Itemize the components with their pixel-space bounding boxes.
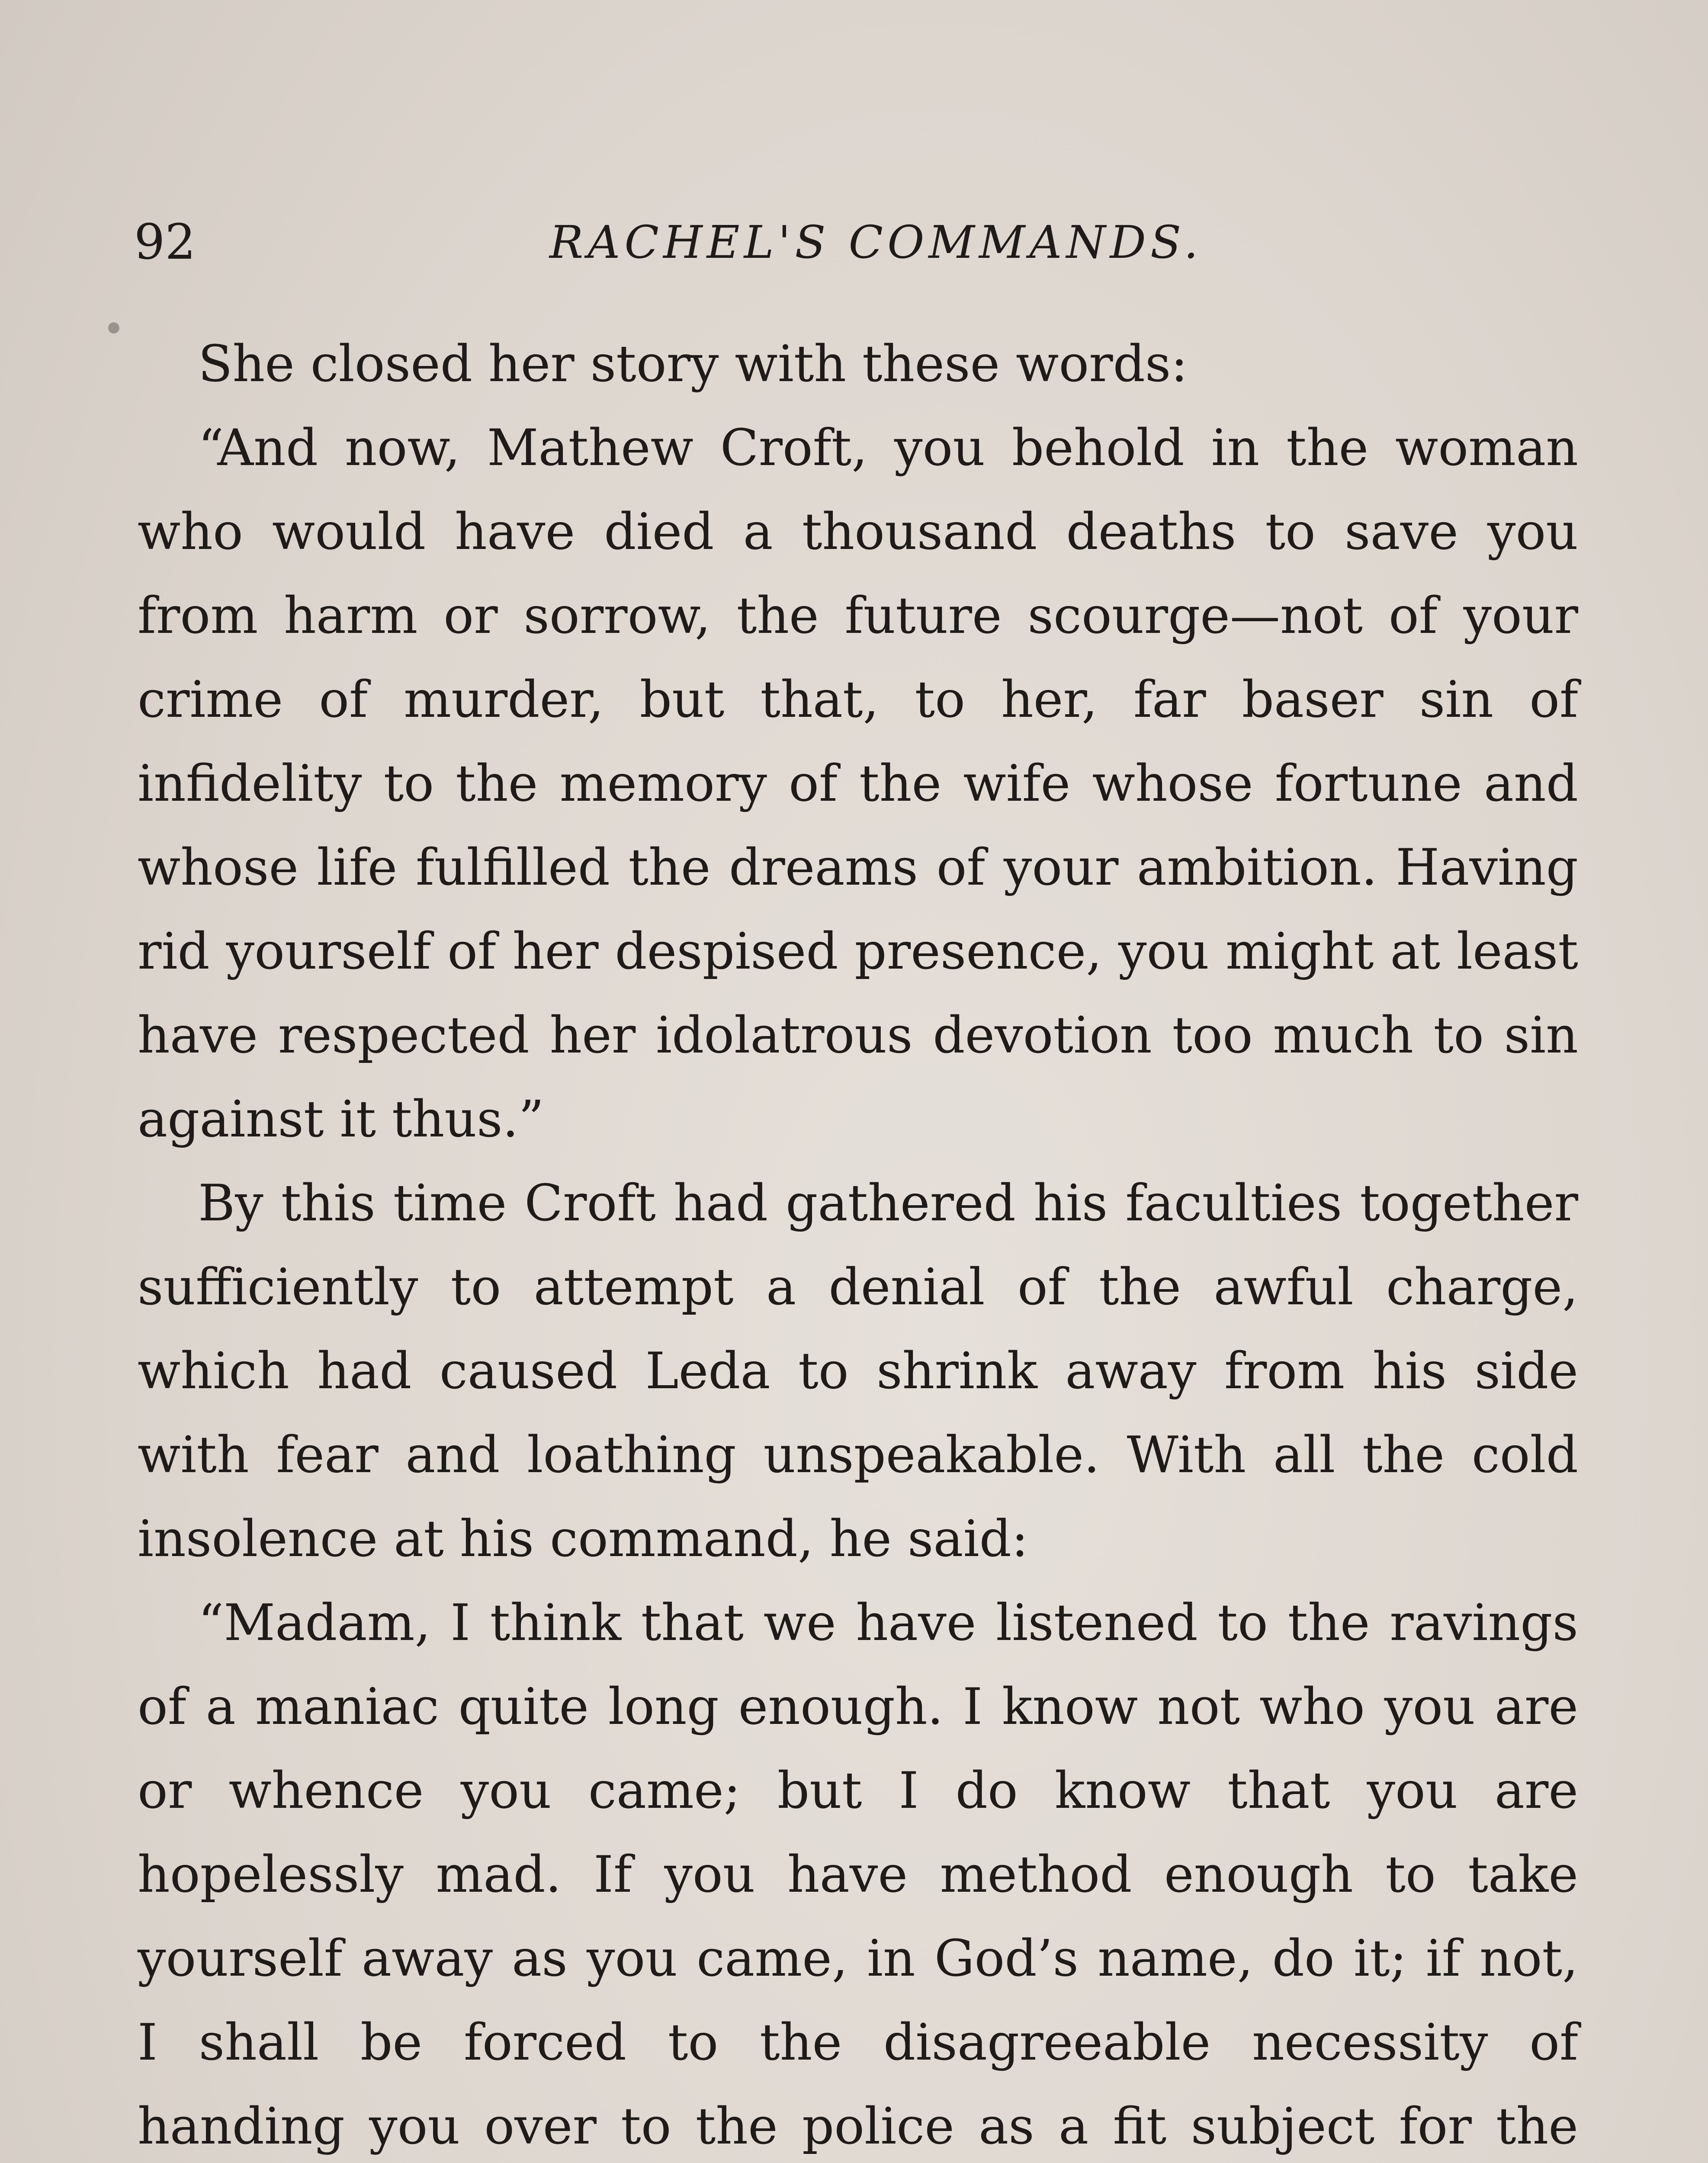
paragraph: She closed her story with these words: [198, 335, 1188, 393]
paragraph: “And now, Mathew Croft, you behold in the woman who would have died a thousand deaths to save you from harm or sorrow, the future scourge—not of your crime of murder, but that, to her, far baser sin of infidelity to the memory of the wife whose fortune and whose life fulfilled the dreams of your ambition. Having rid yourself of her despised presence, you might at least have respected her idolatrous devotion too much to sin against it thus.” [138, 419, 1578, 1149]
paper-speck [108, 322, 119, 334]
page-header [134, 203, 1562, 281]
page-number: 92 [134, 214, 196, 270]
paragraph: “Madam, I think that we have listened to the ravings of a maniac quite long enough. I know not who you are or whence you came; but I do know that you are hopelessly mad. If you have method enough to take yourself away as you came, in God’s name, do it; if not, I shall be forced to the disagreeable necessity of handing you over to the police as a fit subject for the [138, 1594, 1578, 2156]
paragraph: By this time Croft had gathered his faculties together sufficiently to attempt a denial of the awful charge, which had caused Leda to shrink away from his side with fear and loathing unspeakable. With all the cold insolence at his command, he said: [138, 1174, 1578, 1568]
body-text [138, 322, 1578, 2163]
running-title: RACHEL'S COMMANDS. [549, 216, 1203, 269]
